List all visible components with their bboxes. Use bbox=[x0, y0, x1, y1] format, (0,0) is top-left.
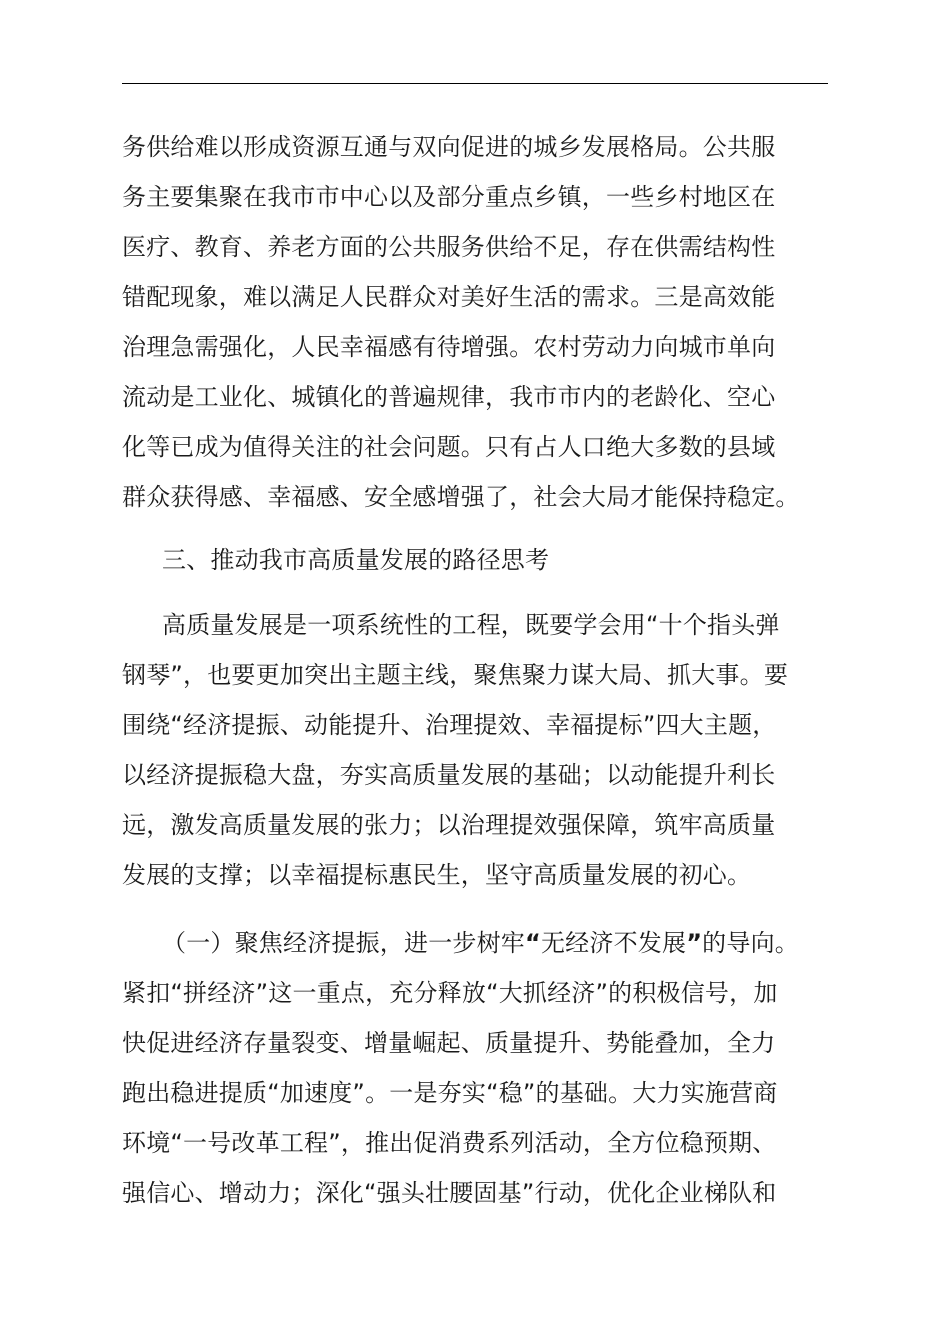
text-line: 快促进经济存量裂变、增量崛起、质量提升、势能叠加，全力 bbox=[122, 1029, 776, 1057]
paragraph-3 bbox=[122, 923, 842, 1223]
header-rule bbox=[122, 83, 828, 84]
text-line: 流动是工业化、城镇化的普遍规律，我市市内的老龄化、空心 bbox=[122, 383, 776, 411]
subsection-heading-tail: 的导向。 bbox=[702, 929, 799, 957]
text-line: 环境“一号改革工程”，推出促消费系列活动，全方位稳预期、 bbox=[122, 1129, 777, 1157]
text-line: 错配现象，难以满足人民群众对美好生活的需求。三是高效能 bbox=[122, 283, 776, 311]
subsection-heading-line bbox=[122, 923, 842, 973]
paragraph-2 bbox=[122, 605, 842, 905]
text-line: 医疗、教育、养老方面的公共服务供给不足，存在供需结构性 bbox=[122, 233, 776, 261]
document-body bbox=[122, 127, 842, 1223]
text-line: 务主要集聚在我市市中心以及部分重点乡镇，一些乡村地区在 bbox=[122, 183, 776, 211]
text-line: 发展的支撑；以幸福提标惠民生，坚守高质量发展的初心。 bbox=[122, 861, 752, 889]
text-line: 强信心、增动力；深化“强头壮腰固基”行动，优化企业梯队和 bbox=[122, 1179, 777, 1207]
text-line: 钢琴”，也要更加突出主题主线，聚焦聚力谋大局、抓大事。要 bbox=[122, 661, 789, 689]
emphasis-phrase: 无经济不发展 bbox=[540, 929, 687, 957]
section-heading: 三、推动我市高质量发展的路径思考 bbox=[162, 546, 550, 574]
text-line: 以经济提振稳大盘，夯实高质量发展的基础；以动能提升利长 bbox=[122, 761, 776, 789]
text-line: 围绕“经济提振、动能提升、治理提效、幸福提标”四大主题， bbox=[122, 711, 777, 739]
text-line: 治理急需强化，人民幸福感有待增强。农村劳动力向城市单向 bbox=[122, 333, 776, 361]
text-line: 务供给难以形成资源互通与双向促进的城乡发展格局。公共服 bbox=[122, 133, 776, 161]
text-line: 高质量发展是一项系统性的工程，既要学会用“十个指头弹 bbox=[162, 611, 780, 639]
text-line: 化等已成为值得关注的社会问题。只有占人口绝大多数的县域 bbox=[122, 433, 776, 461]
paragraph-1 bbox=[122, 127, 842, 527]
subsection-heading-text: （一）聚焦经济提振，进一步树牢 bbox=[162, 929, 525, 957]
text-line: 跑出稳进提质“加速度”。一是夯实“稳”的基础。大力实施营商 bbox=[122, 1079, 778, 1107]
bold-quote-open: “ bbox=[525, 929, 541, 957]
bold-quote-close: ” bbox=[686, 929, 703, 957]
text-line: 紧扣“拼经济”这一重点，充分释放“大抓经济”的积极信号，加 bbox=[122, 979, 778, 1007]
text-line: 群众获得感、幸福感、安全感增强了，社会大局才能保持稳定。 bbox=[122, 483, 800, 511]
text-line: 远，激发高质量发展的张力；以治理提效强保障，筑牢高质量 bbox=[122, 811, 776, 839]
